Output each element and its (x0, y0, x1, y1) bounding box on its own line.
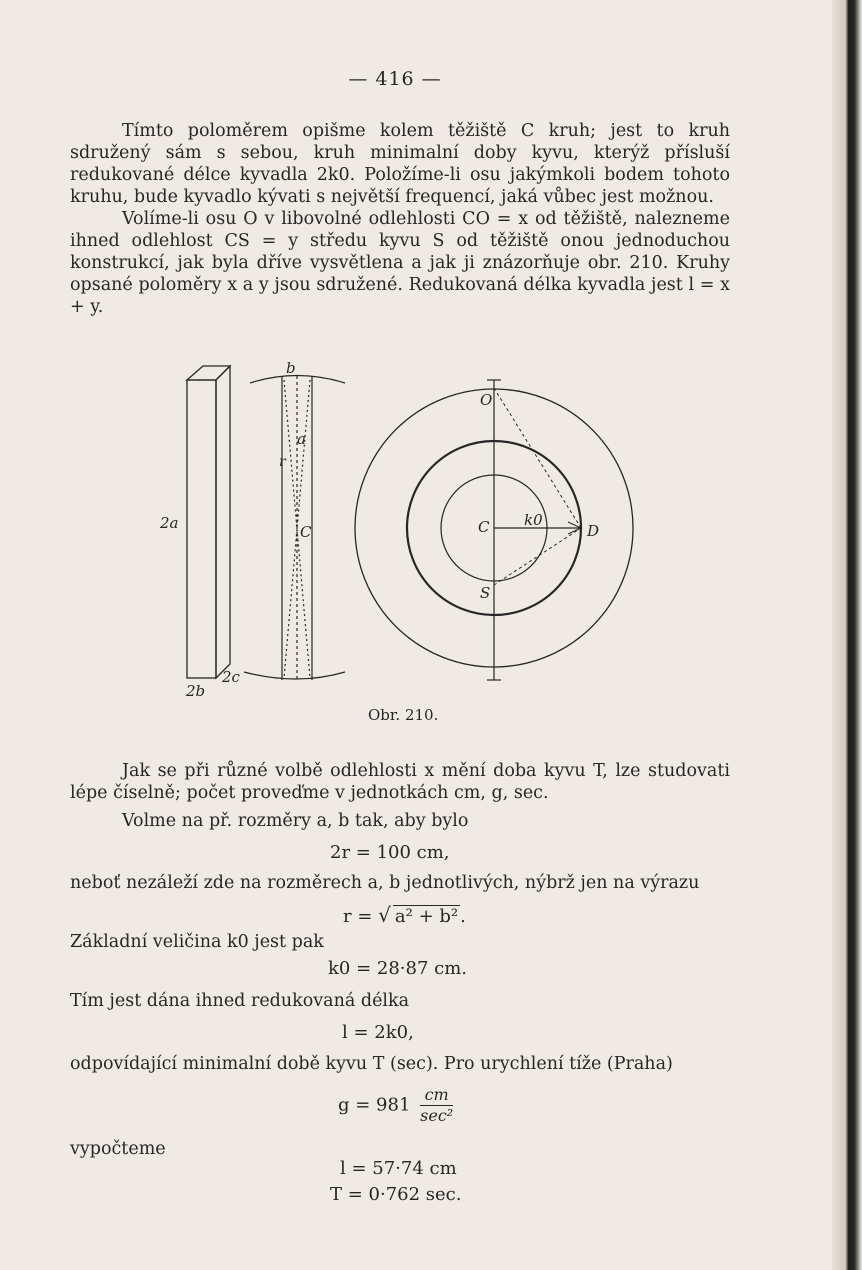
label-C-bar: C (300, 523, 312, 541)
bar-front-face (187, 380, 216, 678)
label-r: r (279, 454, 286, 470)
page-number: — 416 — (348, 68, 442, 90)
equation-g-fraction (420, 1085, 453, 1126)
label-a: a (297, 430, 306, 448)
paragraph-1: Tímto poloměrem opišme kolem těžiště C kruh; jest to kruh sdružený sám s sebou, kruh minimalní doby kyvu, kterýž přísluší redukované délce kyvadla 2k0. Položíme-li osu jakýmkoli bodem tohoto kruhu, bude kyvadlo kývati s největší frequencí, jaká vůbec jest možnou. (70, 121, 730, 207)
figure-caption: Obr. 210. (368, 706, 439, 724)
paragraph-4: Volme na př. rozměry a, b tak, aby bylo (122, 811, 469, 831)
equation-r-root: a² + b² (394, 906, 459, 927)
equation-r-left: r = (343, 906, 373, 927)
bar-3d (187, 366, 230, 678)
paragraph-7: Tím jest dána ihned redukovaná délka (70, 991, 410, 1011)
label-O: O (480, 391, 493, 409)
paragraph-5: neboť nezáleží zde na rozměrech a, b jednotlivých, nýbrž jen na výrazu (70, 873, 700, 893)
equation-g-left: g = 981 (338, 1094, 411, 1116)
equation-T-result: T = 0·762 sec. (330, 1184, 462, 1205)
equation-r-end: . (460, 906, 466, 927)
text-block-mid (70, 760, 730, 832)
equation-l: l = 2k0, (342, 1022, 414, 1043)
dashed-OD (494, 388, 581, 528)
paragraph-9: vypočteme (70, 1139, 166, 1159)
label-C: C (478, 518, 490, 536)
label-b: b (286, 359, 296, 377)
paragraph-6: Základní veličina k0 jest pak (70, 932, 324, 952)
paragraph-8: odpovídající minimalní době kyvu T (sec). Pro urychlení tíže (Praha) (70, 1054, 673, 1074)
equation-k0: k0 = 28·87 cm. (328, 958, 468, 979)
label-S: S (480, 584, 491, 602)
bottom-arc (244, 672, 345, 679)
equation-2r: 2r = 100 cm, (330, 842, 450, 863)
bar-side-view (244, 376, 345, 681)
label-2b: 2b (186, 682, 206, 700)
bar-side-face (216, 366, 230, 678)
equation-l-result: l = 57·74 cm (340, 1158, 457, 1179)
label-2a: 2a (160, 514, 179, 532)
sqrt-sign: √ (378, 903, 391, 927)
label-D: D (587, 522, 600, 540)
equation-g (338, 1085, 453, 1126)
paragraph-3: Jak se při různé volbě odlehlosti x mění doba kyvu T, lze studovati lépe číselně; počet proveďme v jednotkách cm, g, sec. (70, 761, 730, 803)
paragraph-2: Volíme-li osu O v libovolné odlehlosti CO = x od těžiště, nalezneme ihned odlehlost CS = y středu kyvu S od těžiště onou jednoduchou konstrukcí, jak byla dříve vysvětlena a jak ji znázorňuje obr. 210. Kruhy opsané poloměry x a y jsou sdružené. Redukovaná délka kyvadla jest l = x + y. (70, 209, 730, 317)
fraction-denominator: sec² (420, 1106, 454, 1125)
fraction-numerator: cm (420, 1085, 453, 1106)
label-k0: k0 (524, 511, 543, 529)
label-2c: 2c (222, 668, 240, 686)
dashed-SD (494, 528, 581, 585)
equation-r (343, 903, 466, 927)
